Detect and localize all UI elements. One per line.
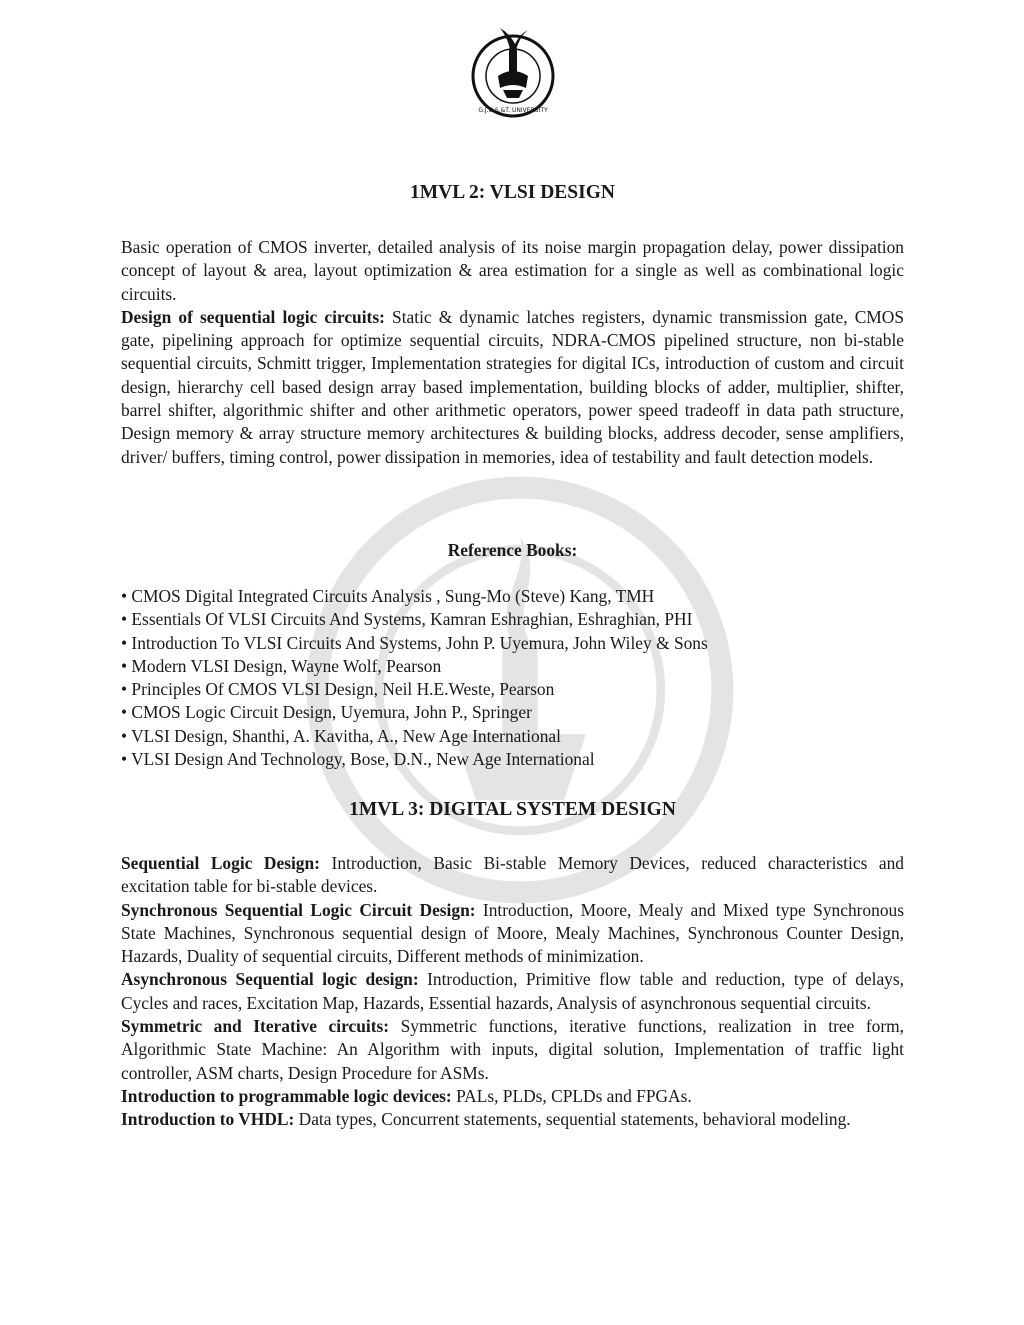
dsd-label: Introduction to VHDL:: [121, 1109, 295, 1130]
list-item: • CMOS Logic Circuit Design, Uyemura, John P., Springer: [121, 702, 532, 723]
section-digital-body: [121, 852, 904, 1132]
dsd-paragraph-asynchronous: [121, 968, 904, 1015]
university-seal-icon: [470, 24, 556, 120]
seal-text: G.J.U.S.&T. UNIVERSITY: [478, 107, 548, 114]
dsd-paragraph-sequential: [121, 852, 904, 899]
section-title-digital-system: 1MVL 3: DIGITAL SYSTEM DESIGN: [349, 799, 676, 820]
reference-books-list: [121, 585, 904, 771]
list-item: • Essentials Of VLSI Circuits And Systems, Kamran Eshraghian, Eshraghian, PHI: [121, 609, 693, 630]
dsd-text: Introduction, Primitive flow table and reduction, type of delays, Cycles and races, Excitation Map, Hazards, Essential hazards, Analysis of asynchronous sequential circuits.: [121, 969, 904, 1013]
list-item: • VLSI Design, Shanthi, A. Kavitha, A., New Age International: [121, 725, 561, 746]
dsd-paragraph-pld: [121, 1085, 904, 1108]
dsd-paragraph-symmetric: [121, 1015, 904, 1085]
dsd-text: Introduction, Moore, Mealy and Mixed type Synchronous State Machines, Synchronous sequential design of Moore, Mealy Machines, Synchronous Counter Design, Hazards, Duality of sequential circuits, Different methods of minimization.: [121, 899, 904, 967]
dsd-paragraph-vhdl: [121, 1108, 904, 1131]
list-item: • Modern VLSI Design, Wayne Wolf, Pearson: [121, 655, 442, 676]
list-item: • Principles Of CMOS VLSI Design, Neil H.E.Weste, Pearson: [121, 679, 555, 700]
vlsi-sequential-paragraph: [121, 306, 904, 469]
dsd-text: Data types, Concurrent statements, sequential statements, behavioral modeling.: [294, 1109, 851, 1130]
dsd-label: Symmetric and Iterative circuits:: [121, 1016, 390, 1037]
section-title-vlsi: 1MVL 2: VLSI DESIGN: [410, 182, 615, 203]
reference-books-heading: Reference Books:: [447, 540, 578, 560]
dsd-text: Introduction, Basic Bi-stable Memory Devices, reduced characteristics and excitation table for bi-stable devices.: [121, 853, 904, 897]
dsd-label: Asynchronous Sequential logic design:: [121, 969, 419, 990]
list-item: • VLSI Design And Technology, Bose, D.N., New Age International: [121, 749, 595, 770]
vlsi-sequential-label: Design of sequential logic circuits:: [121, 306, 385, 327]
list-item: • CMOS Digital Integrated Circuits Analysis , Sung-Mo (Steve) Kang, TMH: [121, 586, 655, 606]
vlsi-intro-paragraph: Basic operation of CMOS inverter, detailed analysis of its noise margin propagation delay, power dissipation concept of layout & area, layout optimization & area estimation for a single as well as combinational logic circuits.: [121, 237, 904, 304]
dsd-paragraph-synchronous: [121, 899, 904, 969]
section-vlsi-body: [121, 236, 904, 469]
dsd-label: Introduction to programmable logic devices:: [121, 1085, 452, 1106]
dsd-label: Sequential Logic Design:: [121, 853, 320, 873]
dsd-label: Synchronous Sequential Logic Circuit Design:: [121, 899, 476, 920]
list-item: • Introduction To VLSI Circuits And Systems, John P. Uyemura, John Wiley & Sons: [121, 632, 708, 653]
dsd-text: PALs, PLDs, CPLDs and FPGAs.: [451, 1085, 692, 1106]
dsd-text: Symmetric functions, iterative functions, realization in tree form, Algorithmic State Machine: An Algorithm with inputs, digital solution, Implementation of traffic light controller, ASM charts, Design Procedure for ASMs.: [121, 1016, 904, 1083]
vlsi-sequential-text: Static & dynamic latches registers, dynamic transmission gate, CMOS gate, pipelining approach for optimize sequential circuits, NDRA-CMOS pipelined structure, non bi-stable sequential circuits, Schmitt trigger, Implementation strategies for digital ICs, introduction of custom and circuit design, hierarchy cell based design array based implementation, building blocks of adder, multiplier, shifter, barrel shifter, algorithmic shifter and other arithmetic operators, power speed tradeoff in data path structure, Design memory & array structure memory architectures & building blocks, address decoder, sense amplifiers, driver/ buffers, timing control, power dissipation in memories, idea of testability and fault detection models.: [121, 306, 904, 467]
